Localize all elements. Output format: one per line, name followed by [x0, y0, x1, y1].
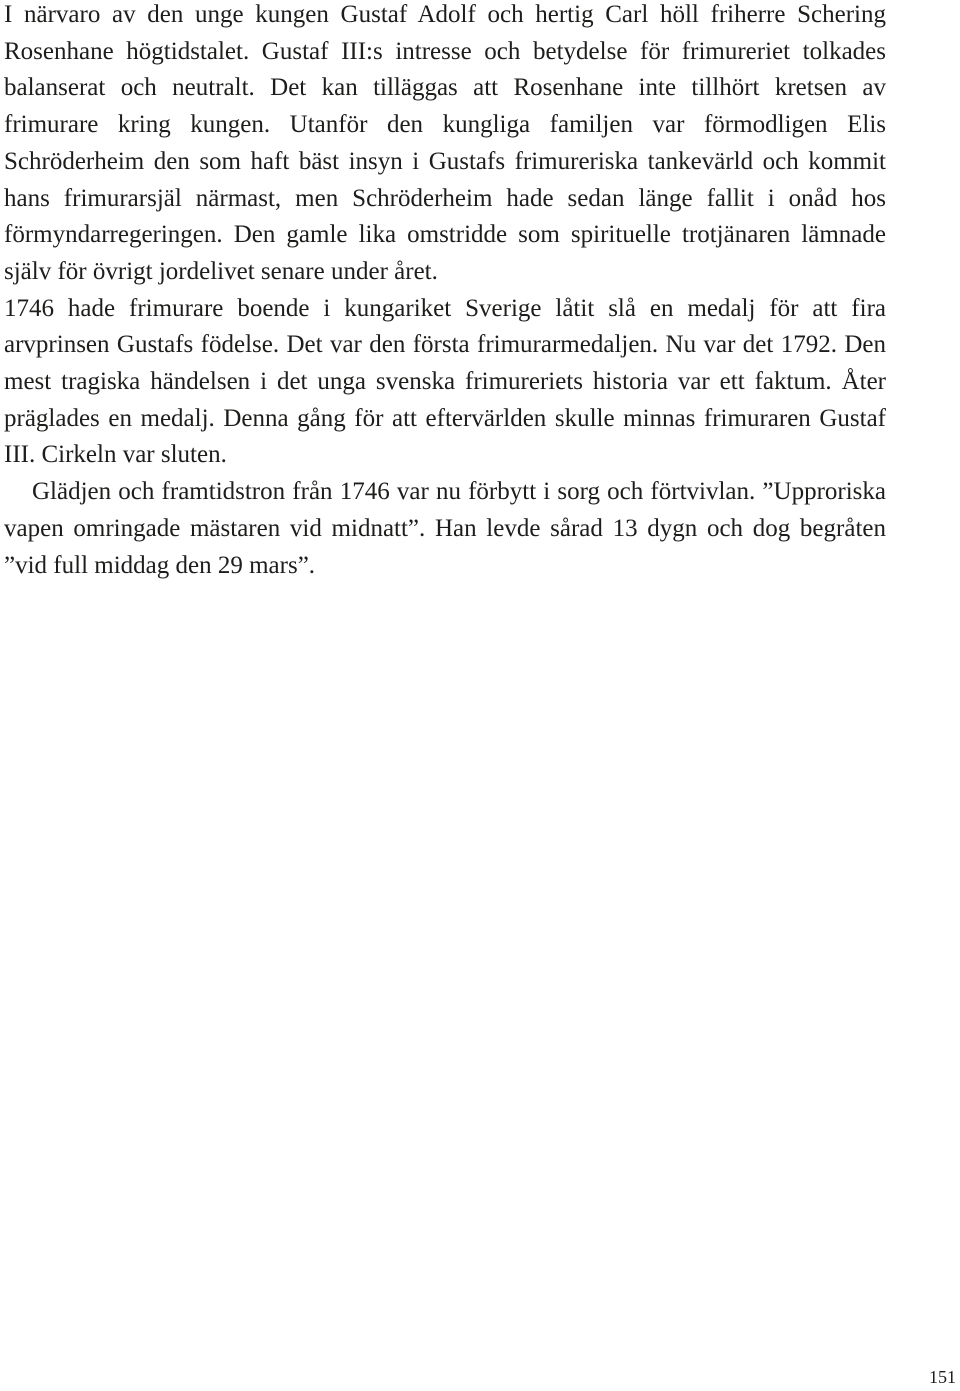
body-text [4, 0, 886, 584]
paragraph-2: 1746 hade frimurare boende i kungariket Sverige låtit slå en medalj för att fira arvprinsen Gustafs födelse. Det var den första frimurarmedaljen. Nu var det 1792. Den mest tragiska händelsen i det unga svenska frimureriets historia var ett faktum. Åter präglades en medalj. Denna gång för att eftervärlden skulle minnas frimuraren Gustaf III. Cirkeln var sluten. [4, 294, 886, 469]
paragraph-3: Glädjen och framtidstron från 1746 var nu förbytt i sorg och förtvivlan. ”Upproriska vapen omringade mästaren vid midnatt”. Han levde sårad 13 dygn och dog begråten ”vid full middag den 29 mars”. [4, 478, 886, 579]
paragraph-1: I närvaro av den unge kungen Gustaf Adolf och hertig Carl höll friherre Schering Rosenhane högtidstalet. Gustaf III:s intresse och betydelse för frimureriet tolkades balanserat och neutralt. Det kan tilläggas att Rosenhane inte tillhört kretsen av frimurare kring kungen. Utanför den kungliga familjen var förmodligen Elis Schröderheim den som haft bäst insyn i Gustafs frimureriska tankevärld och kommit hans frimurarsjäl närmast, men Schröderheim hade sedan länge fallit i onåd hos förmyndarregeringen. Den gamle lika omstridde som spirituelle trotjänaren lämnade själv för övrigt jordelivet senare under året. [4, 1, 886, 285]
page-number: 151 [929, 1367, 956, 1387]
